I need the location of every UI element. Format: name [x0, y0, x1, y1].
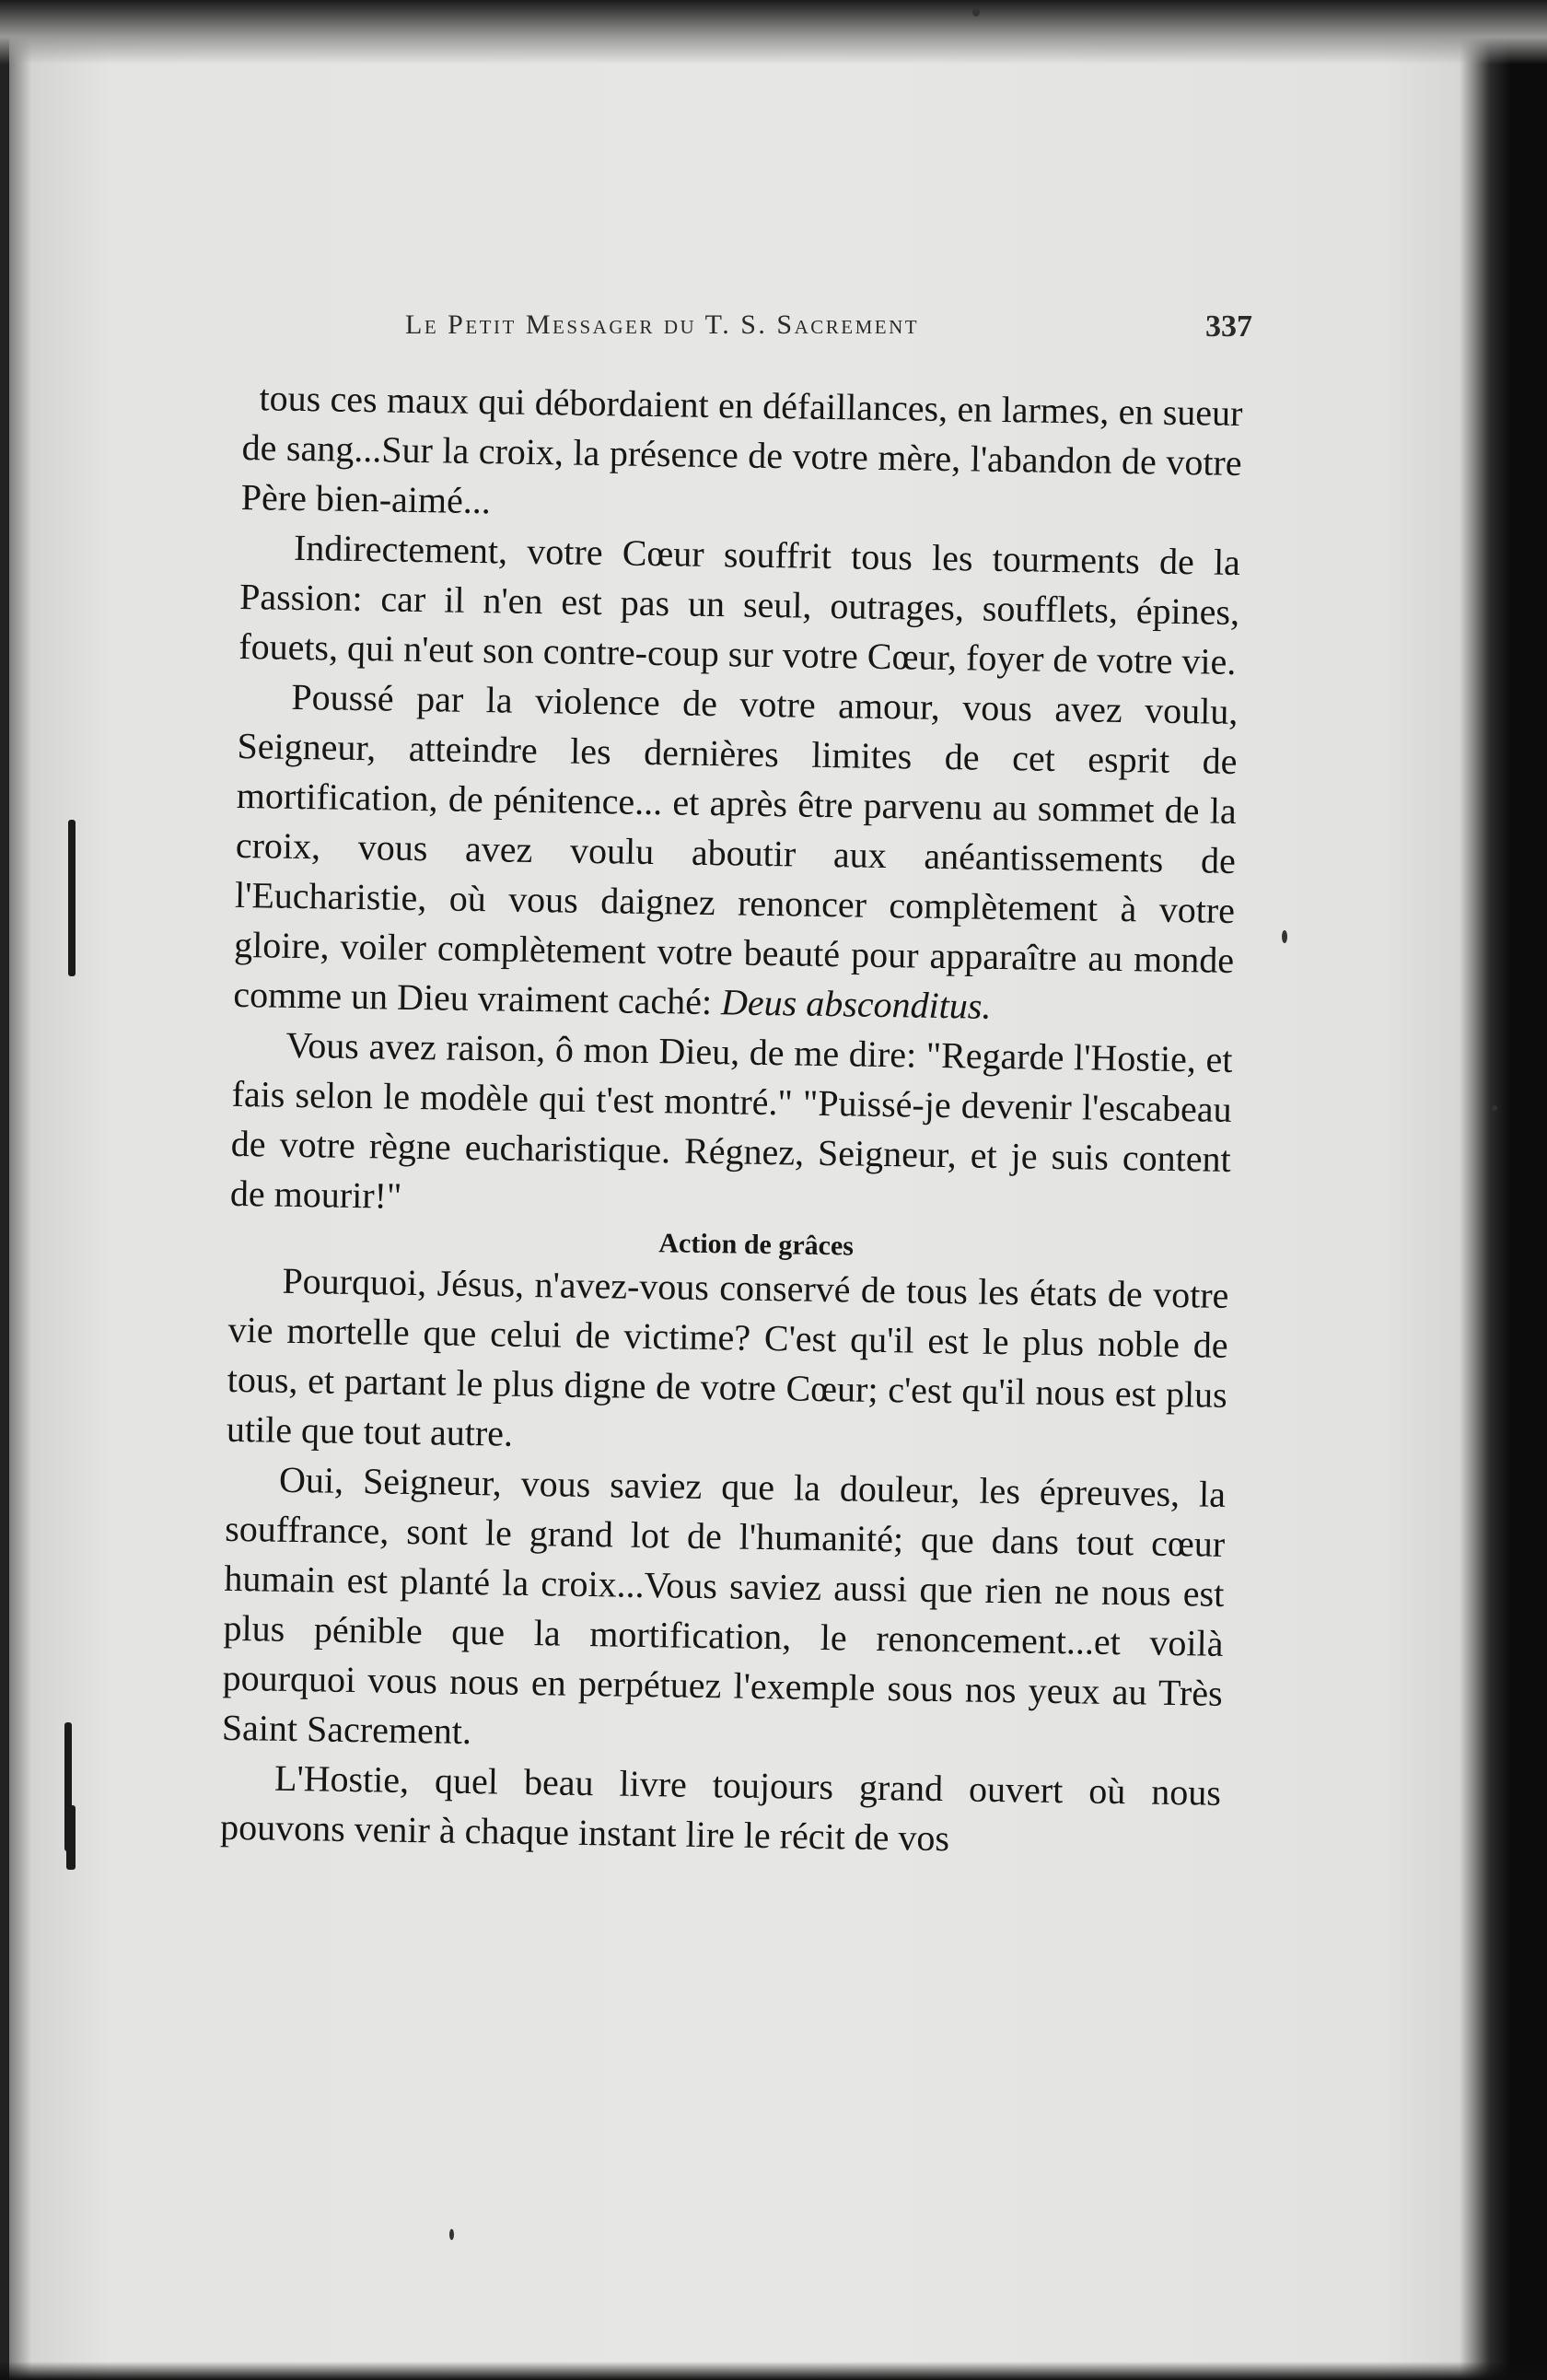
- body-text: [220, 373, 1243, 1868]
- paragraph: [233, 671, 1239, 1035]
- latin-phrase: Deus absconditus.: [720, 981, 992, 1027]
- bottom-scan-shadow: [0, 2362, 1547, 2380]
- paragraph: Indirectement, votre Cœur souffrit tous les tourments de la Passion: car il n'en est pas un seul, outrages, soufflets, épines, fouets, qui n'eut son contre-coup sur votre Cœur, foyer de votre vie.: [238, 526, 1241, 682]
- paragraph: Pourquoi, Jésus, n'avez-vous conservé de tous les états de votre vie mortelle que celui de victime? C'est qu'il est le plus noble de tous, et partant le plus digne de votre Cœur; c'est qu'il nous est plus utile que tout autre.: [226, 1259, 1229, 1454]
- dust-speck: [1492, 1105, 1497, 1111]
- dust-speck: [449, 2229, 454, 2240]
- binding-stitch-mark: [68, 820, 76, 976]
- page-number: 337: [1205, 309, 1252, 344]
- paragraph: Oui, Seigneur, vous saviez que la douleur, les épreuves, la souffrance, sont le grand lot de l'humanité; que dans tout cœur humain est planté la croix...Vous saviez aussi que rien ne nous est plus pénible que la mortification, le renoncement...et voilà pourquoi vous nous en perpétuez l'exemple sous nos yeux au Très Saint Sacrement.: [221, 1458, 1227, 1753]
- dust-speck: [1282, 930, 1287, 943]
- paragraph: L'Hostie, quel beau livre toujours grand ouvert où nous pouvons venir à chaque instant lire le récit de vos: [219, 1756, 1222, 1860]
- paragraph: Vous avez raison, ô mon Dieu, de me dire: "Regarde l'Hostie, et fais selon le modèle qui t'est montré." "Puissé-je devenir l'escabeau de votre règne eucharistique. Régnez, Seigneur, et je suis content de mourir!": [229, 1023, 1233, 1217]
- dust-speck: [972, 7, 980, 17]
- running-head: [405, 309, 1252, 350]
- top-scan-shadow: [0, 0, 1547, 64]
- binding-stitch-mark: [66, 1805, 76, 1870]
- paragraph: tous ces maux qui débordaient en défaillances, en larmes, en sueur de sang...Sur la croix, la présence de votre mère, l'abandon de votre Père bien-aimé...: [240, 377, 1243, 522]
- page-spine-edge: [0, 0, 9, 2380]
- section-heading: Action de grâces: [658, 1228, 855, 1262]
- paragraph-text: Poussé par la violence de votre amour, vous avez voulu, Seigneur, atteindre les dernières limites de cet esprit de mortification, de pénitence... et après être parvenu au sommet de la croix, vous avez voulu aboutir aux anéantissements de l'Eucharistie, où vous daignez renoncer complètement à votre gloire, voiler complètement votre beauté pour apparaître au monde comme un Dieu vraiment caché:: [233, 675, 1239, 1023]
- running-head-title: Le Petit Messager du T. S. Sacrement: [405, 309, 920, 340]
